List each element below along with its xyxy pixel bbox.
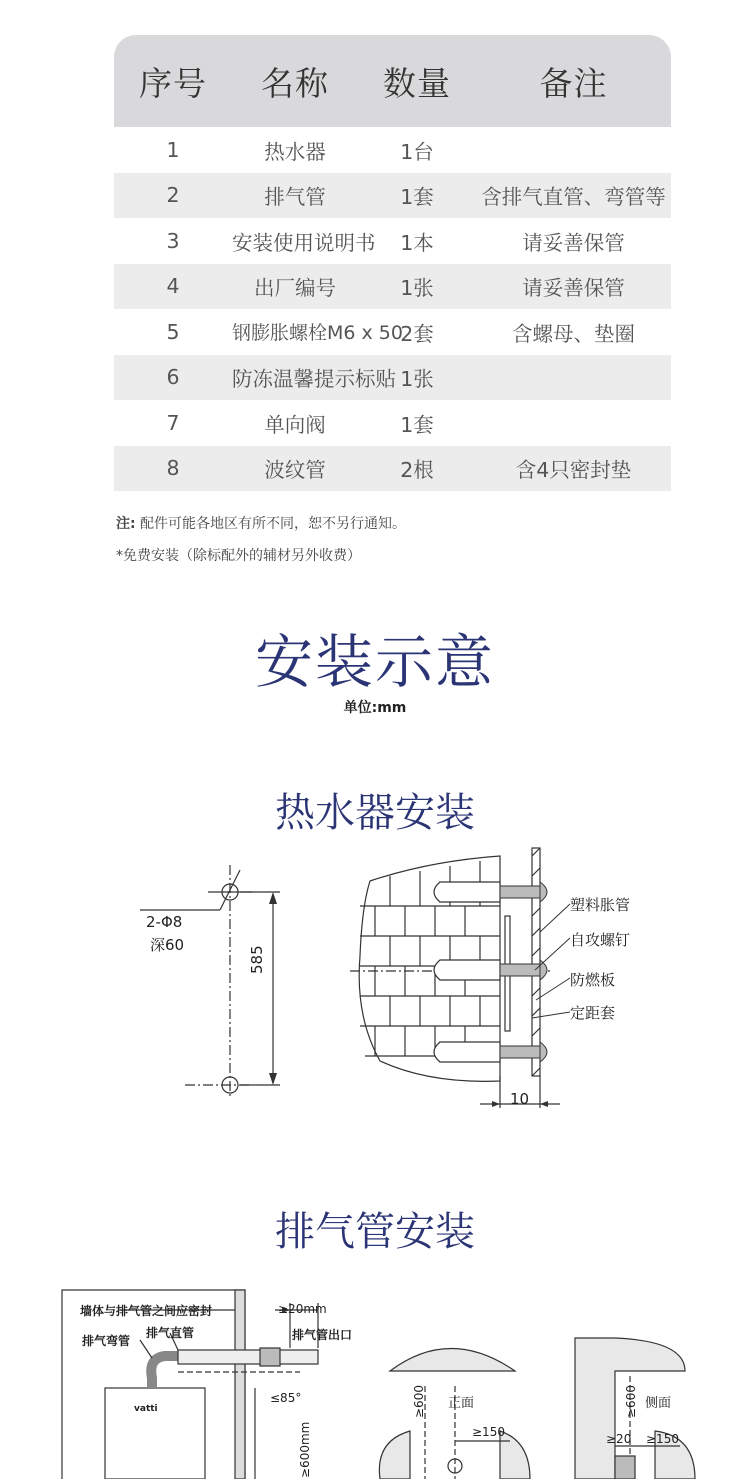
note-free-install: *免费安装（除标配外的辅材另外收费） (116, 548, 361, 564)
depth-label: 深60 (150, 936, 185, 954)
cell-qty: 2根 (400, 458, 434, 483)
table-row (114, 127, 671, 173)
cell-qty: 2套 (400, 321, 434, 346)
offset-label: 10 (510, 1090, 530, 1108)
table-row (114, 400, 671, 446)
callout-spacer: 定距套 (570, 1004, 616, 1022)
anchor-section-diagram (350, 846, 570, 1116)
spacing-label: 585 (248, 945, 266, 974)
callout-fire-board: 防燃板 (570, 971, 616, 989)
note-regional (116, 513, 406, 533)
header-remark: 备注 (539, 63, 608, 103)
callout-plastic-plug: 塑料胀管 (570, 896, 631, 914)
cell-name: 安装使用说明书 (232, 230, 376, 255)
front-dim-150: ≥150 (472, 1425, 505, 1439)
cell-index: 4 (166, 274, 180, 299)
cell-name: 排气管 (264, 185, 326, 210)
front-label: 正面 (448, 1396, 475, 1411)
header-name: 名称 (261, 63, 329, 103)
outlet-label: 排气管出口 (292, 1328, 353, 1342)
height-label: ≥600mm (298, 1421, 312, 1478)
cell-index: 7 (166, 410, 180, 435)
cell-remark: 含4只密封垫 (515, 458, 632, 483)
side-dim-20: ≥20 (606, 1432, 632, 1446)
cell-qty: 1套 (400, 412, 434, 437)
angle-label: ≤85° (270, 1391, 302, 1405)
table-row (114, 309, 671, 355)
note-text: 配件可能各地区有所不同，恕不另行通知。 (135, 516, 407, 532)
cell-index: 8 (166, 456, 180, 481)
heater-install-title: 热水器安装 (275, 790, 475, 836)
hole-label: 2-Φ8 (146, 913, 183, 931)
install-title: 安装示意 (254, 628, 495, 696)
cell-name: 钢膨胀螺栓M6 x 50 (232, 322, 403, 345)
parts-table (114, 35, 671, 491)
callout-screw: 自攻螺钉 (570, 931, 631, 949)
cell-qty: 1张 (400, 367, 434, 392)
table-row (114, 264, 671, 310)
table-row (114, 355, 671, 401)
cell-qty: 1本 (400, 230, 434, 255)
cell-index: 3 (166, 228, 180, 253)
exhaust-install-title: 排气管安装 (275, 1209, 475, 1255)
cell-name: 防冻温馨提示标贴 (232, 367, 396, 392)
side-dim-600: ≥600 (624, 1385, 638, 1418)
cell-index: 6 (166, 365, 180, 390)
brand-label: vatti (134, 1404, 158, 1414)
mounting-hole-diagram (140, 860, 300, 1100)
table-row (114, 446, 671, 492)
cell-name: 波纹管 (264, 458, 326, 483)
cell-name: 热水器 (264, 139, 326, 164)
cell-remark: 请妥善保管 (522, 276, 625, 301)
gap-label: ≥20mm (278, 1302, 327, 1316)
note-label: 注: (116, 516, 136, 532)
cell-remark: 请妥善保管 (522, 230, 625, 255)
cell-name: 出厂编号 (254, 276, 336, 301)
cell-qty: 1张 (400, 276, 434, 301)
header-qty: 数量 (383, 63, 451, 103)
elbow-label: 排气弯管 (82, 1334, 131, 1348)
side-dim-150: ≥150 (646, 1432, 679, 1446)
cell-name: 单向阀 (264, 412, 326, 437)
cell-index: 1 (166, 137, 180, 162)
side-label: 侧面 (645, 1396, 672, 1411)
front-dim-600: ≥600 (412, 1385, 426, 1418)
table-row (114, 173, 671, 219)
table-row (114, 218, 671, 264)
cell-qty: 1台 (400, 139, 434, 164)
cell-remark: 含螺母、垫圈 (512, 321, 635, 346)
cell-index: 5 (166, 319, 180, 344)
table-header (114, 35, 671, 127)
cell-qty: 1套 (400, 185, 434, 210)
seal-label: 墙体与排气管之间应密封 (80, 1304, 213, 1318)
cell-index: 2 (166, 183, 180, 208)
header-index: 序号 (139, 63, 207, 103)
unit-label: 单位:mm (343, 700, 407, 716)
cell-remark: 含排气直管、弯管等 (481, 185, 666, 210)
straight-pipe-label: 排气直管 (146, 1326, 195, 1340)
